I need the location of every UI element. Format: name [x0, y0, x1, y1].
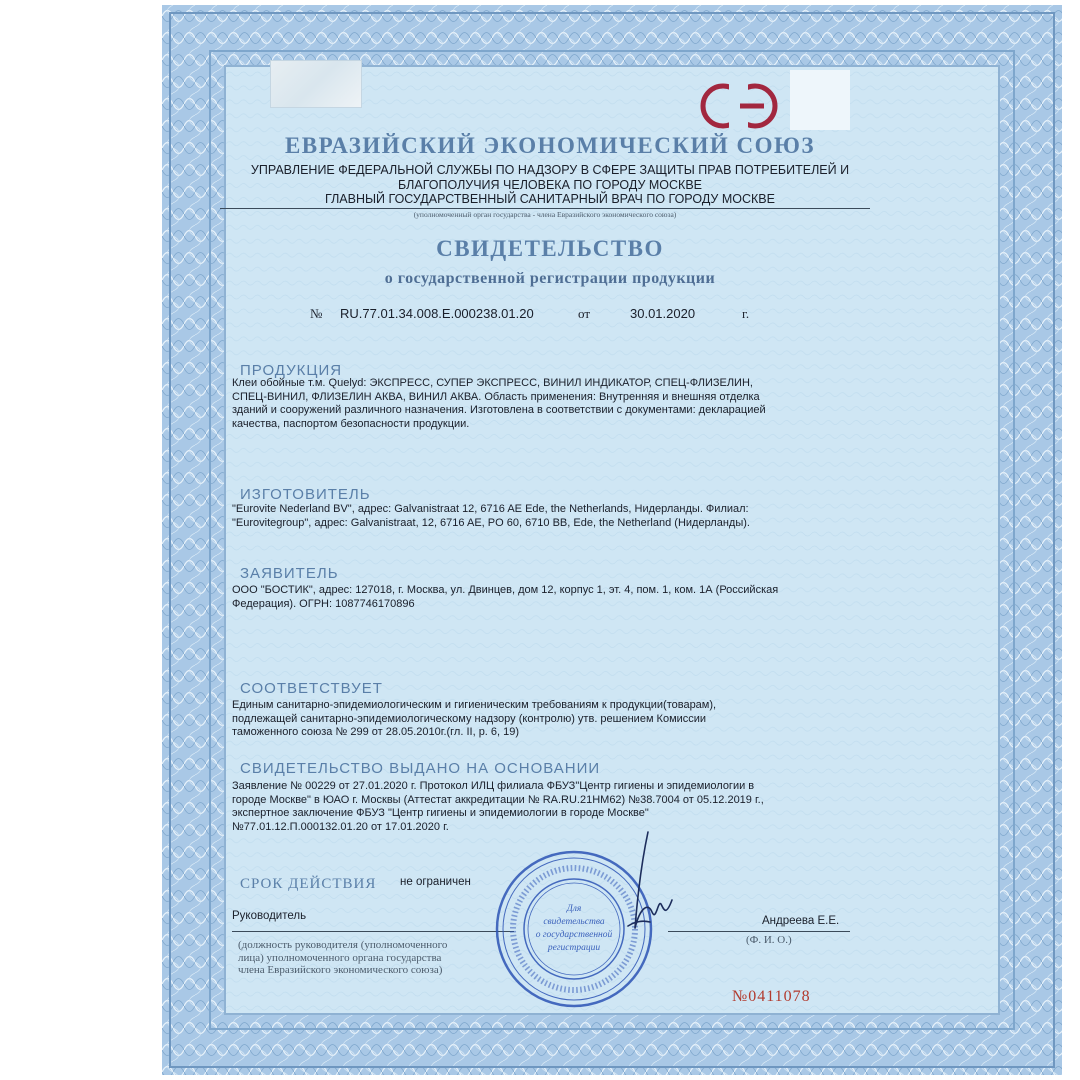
authority-line: ГЛАВНЫЙ ГОСУДАРСТВЕННЫЙ САНИТАРНЫЙ ВРАЧ ПО ГОРОДУ МОСКВЕ — [325, 192, 775, 206]
authority-line: БЛАГОПОЛУЧИЯ ЧЕЛОВЕКА ПО ГОРОДУ МОСКВЕ — [397, 177, 703, 192]
basis-text — [232, 780, 857, 834]
text-line: экспертное заключение ФБУЗ "Центр гигиены и эпидемиологии в городе Москве" — [232, 807, 649, 820]
fio-caption: (Ф. И. О.) — [746, 934, 792, 946]
union-title: ЕВРАЗИЙСКИЙ ЭКОНОМИЧЕСКИЙ СОЮЗ — [284, 133, 816, 158]
authority-block — [200, 163, 900, 207]
caption-line: (должность руководителя (уполномоченного — [238, 939, 448, 951]
text-line: СПЕЦ-ВИНИЛ, ФЛИЗЕЛИН АКВА, ВИНИЛ АКВА. Область применения: Внутренняя и внешняя отделка — [232, 390, 760, 403]
certificate-number: RU.77.01.34.008.E.000238.01.20 — [340, 306, 534, 321]
text-line: "Eurovitegroup", адрес: Galvanistraat, 12, 6716 AE, PO 60, 6710 BB, Ede, the Netherland (Нидерланды). — [232, 516, 750, 529]
product-heading: ПРОДУКЦИЯ — [240, 362, 343, 379]
stamp-text: Для — [566, 904, 582, 914]
year-suffix: г. — [742, 306, 750, 321]
authority-caption: (уполномоченный орган государства - члена Евразийского экономического союза) — [413, 210, 677, 219]
signature-mark — [598, 830, 688, 940]
caption-line: лица) уполномоченного органа государства — [238, 951, 442, 964]
validity-value: не ограничен — [400, 876, 471, 888]
stamp-text: о государственной — [535, 930, 613, 940]
stamp-text: регистрации — [547, 943, 601, 953]
text-line: ООО "БОСТИК", адрес: 127018, г. Москва, ул. Двинцев, дом 12, корпус 1, эт. 4, пом. 1, ком. 1А (Российская — [232, 584, 779, 596]
number-prefix: № — [310, 306, 323, 321]
blank-corner-area — [790, 70, 850, 130]
text-line: №77.01.12.П.000132.01.20 от 17.01.2020 г. — [232, 820, 449, 833]
signer-role-rule — [232, 931, 514, 932]
signer-name-rule — [668, 931, 850, 932]
applicant-text — [232, 584, 857, 611]
hologram-sticker — [270, 60, 362, 108]
basis-heading: СВИДЕТЕЛЬСТВО ВЫДАНО НА ОСНОВАНИИ — [240, 760, 601, 777]
text-line: Клеи обойные т.м. Quelyd: ЭКСПРЕСС, СУПЕР ЭКСПРЕСС, ВИНИЛ ИНДИКАТОР, СПЕЦ-ФЛИЗЕЛИН, — [232, 377, 753, 389]
position-caption — [238, 939, 447, 977]
text-line: качества, паспортом безопасности продукции. — [232, 417, 470, 430]
text-line: зданий и сооружений различного назначения. Изготовлена в соответствии с документами: декларацией — [232, 404, 766, 417]
manufacturer-text — [232, 503, 857, 530]
date-from-label: от — [578, 306, 591, 321]
text-line: Федерация). ОГРН: 1087746170896 — [232, 597, 415, 610]
text-line: Единым санитарно-эпидемиологическим и гигиеническим требованиям к продукции(товарам), — [232, 699, 717, 711]
caption-line: члена Евразийского экономического союза) — [238, 964, 443, 977]
conformity-heading: СООТВЕТСТВУЕТ — [240, 680, 383, 697]
certificate-title: СВИДЕТЕЛЬСТВО — [436, 236, 664, 261]
text-line: подлежащей санитарно-эпидемиологическому надзору (контролю) утв. решением Комиссии — [232, 712, 707, 725]
text-line: городе Москве" в ЮАО г. Москвы (Аттестат аккредитации № RA.RU.21НМ62) №38.7004 от 05.12.2019 г., — [232, 793, 764, 806]
manufacturer-heading: ИЗГОТОВИТЕЛЬ — [240, 486, 371, 503]
certificate-date: 30.01.2020 — [630, 306, 696, 321]
certificate-subtitle: о государственной регистрации продукции — [384, 270, 716, 287]
se-logo-icon — [700, 78, 778, 134]
signer-role: Руководитель — [232, 910, 307, 922]
authority-line: УПРАВЛЕНИЕ ФЕДЕРАЛЬНОЙ СЛУЖБЫ ПО НАДЗОРУ В СФЕРЕ ЗАЩИТЫ ПРАВ ПОТРЕБИТЕЛЕЙ И — [250, 163, 850, 177]
validity-heading: СРОК ДЕЙСТВИЯ — [240, 876, 377, 892]
serial-number: №0411078 — [732, 988, 811, 1005]
authority-rule — [220, 208, 870, 209]
stamp-text: свидетельства — [543, 917, 605, 927]
signer-name: Андреева Е.Е. — [762, 915, 840, 927]
text-line: таможенного союза № 299 от 28.05.2010г.(гл. II, р. 6, 19) — [232, 726, 520, 739]
text-line: Заявление № 00229 от 27.01.2020 г. Протокол ИЛЦ филиала ФБУЗ"Центр гигиены и эпидемиологии в — [232, 780, 755, 792]
conformity-text — [232, 699, 857, 740]
applicant-heading: ЗАЯВИТЕЛЬ — [240, 565, 339, 582]
text-line: "Eurovite Nederland BV", адрес: Galvanistraat 12, 6716 AE Ede, the Netherlands, Нидерланды. Филиал: — [232, 503, 749, 515]
product-text — [232, 377, 857, 431]
